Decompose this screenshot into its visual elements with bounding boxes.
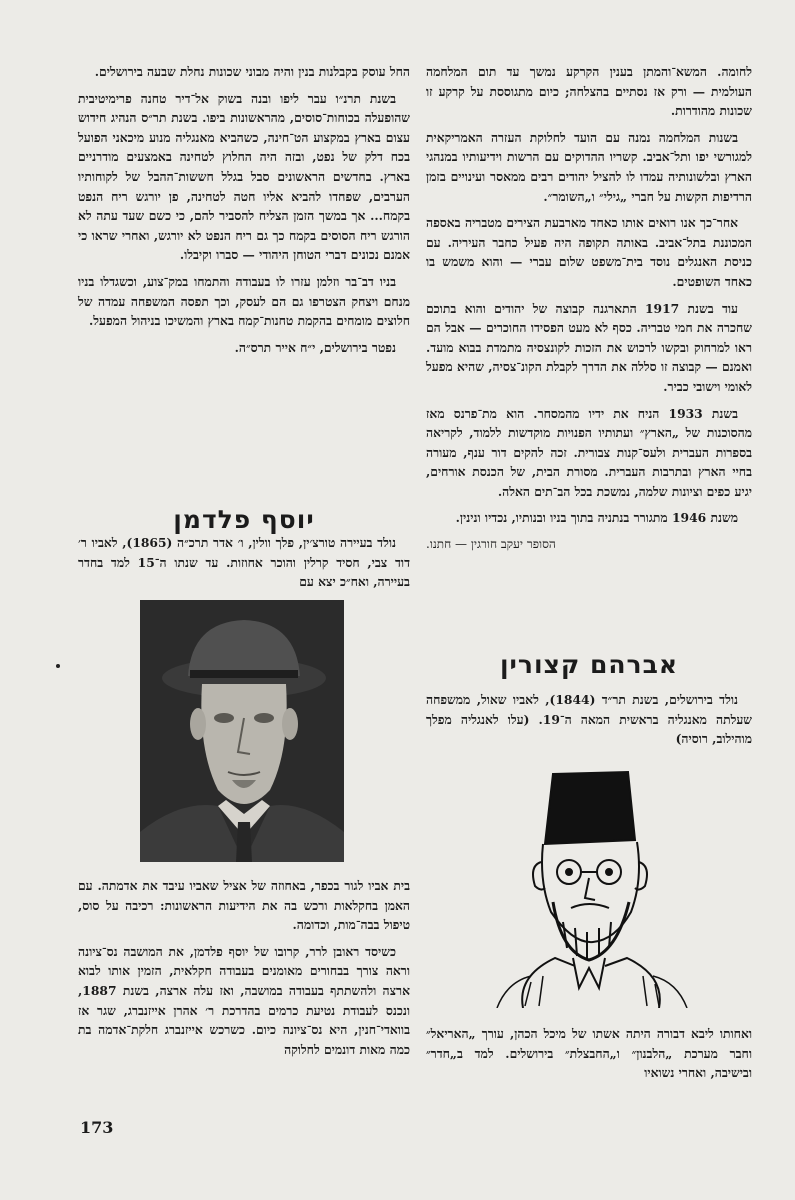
page-number: 173 [80,1118,114,1137]
feldman-intro-block [78,533,410,599]
feldman-portrait-photo [140,600,344,862]
paragraph: אחר־כך אנו רואים אותו כאחד מארבעת הצירים מטבריה באספה המכוננת בתל־אביב. באותה תקופה היה פעיל כחבר העיריה. עם כניסת האנגלים נוסד בית־משפט שלום עברי — והוא משמש בו כאחד השופטים. [426,215,752,289]
paragraph: בשנות המלחמה נמנה עם הועד לחלוקת העזרה האמריקאית למגורשי יפו ותל־אביב. קשריו ההדוקים עם הרשות וידיעותיו במנהגי הארץ ובלשונותיה עמדו לו להציל יהודים רבים ממאסר ועינויים בזמן הרדיפות הקשות על חברי „גילי״ ו„השומר״. [426,129,752,204]
katzorin-intro: נולד בירושלים, בשנת תר״ד (1844), לאביו שאול, ממשפחה שעלתה מאנגליה בראשית המאה ה־19. (עלו לאנגליה מפלך מוהילוב, רוסיה) [426,692,753,747]
paragraph: לחומה. המשא־והמתן בענין הקרקע נמשך עד תום המלחמה העולמית — ורק אז נסתיים בהצלחה; כיום מתגוססת על קרקע זו שכונות מהודרות. [426,64,752,119]
paragraph: משנת 1946 מתגורר בנתניה בתוך בניו ובנותיו, נכדיו ונינין. [455,510,738,526]
katzorin-heading: אברהם קצורין [499,650,679,679]
paragraph: נפטר בירושלים, י״ח אייר תרס״ה. [234,339,396,355]
paragraph: כשיסד ראובן לרר, קרובו של יוסף פלדמן, את המושבה נס־ציונה וראה צורך בבחורים מאומנים בעבודה חקלאית, הזמין אותו לבוא ארצה ולהשתתף בעבודה במושבה, ואז עלה ארצה, בשנת 1887, ונכנס לעבודת נטיעת כרמים בהדרכת ר׳ אהרן אייזנברג, שגר אז בוואדי־חנין, היא נס־ציונה כיום. כשרכש אייזנברג חלקת־אדמה בת כמה מאות דונמים לחלוקה [78,943,410,1057]
left-column [78,62,410,364]
paragraph: בשנת תרנ״ו עבר ליפו ובנה בשוק אל־דיר טחנה פרימיטיבית שהופעלה בכוחות־סוסים, מהראשונות ביפו. בשנת תר״ס הנהיג חידוש עצום בארץ במקצוע הט־חינה, כשהביא מאנגליה מנוע מיכאני הפועל בכח דלק של נפט, ובזה היה החלוץ לטחינה באמצעים מודרניים בארץ. בחדשים הראשונים סבל בגלל חששות־ההבל של לקוחותיו הערבים, שפחדו להביא אליו חטה לטחינה, פן יורגש ריח הנפט בקמח... אך במשך הזמן הצליח להסביר להם, כי כשם שעד עתה לא הורגש ריח הסוסים בקמח כך גם ריח הנפט לא יורגש, ואחרי שראו כי אמנם נכונים דברי הטוחן היהודי — סברו וקיבלו. [78,90,410,263]
paragraph: עוד בשנת 1917 התארגנה קבוצה של יהודים והוא בתוכם שחכרה את חמי טבריה. כסף לא מעט הפסידו החוכרים — אבל הם ראו למרחוק ובקשו לרכוש את הזכות לקונצסיה מתמדת בבוא מועד. ואמנם — קבוצה זו סללה את הדרך לקבלת הקונ־צסיה, שהיא מפעל לאומי וישובי כביר. [426,300,752,394]
katzorin-continuation-block [426,1024,752,1090]
paragraph: בניו דב־בר וזלמן עזרו לו בעבודה והתמחו במק־צוע, וכשגדלו בניו מנחם ויצחק הצטרפו גם הם לעסק, וכך תפסה המשפחה עמדה של חלוצים מומחים בהקמת טחנות־קמח בארץ והמשיכו בניהול המפעל. [78,273,410,329]
signature: הסופר יעקב חורגין — חתנו. [426,537,556,552]
katzorin-intro-block [426,690,752,756]
paragraph: החל עוסק בקבלנות בנין והיה מבוני שכונות נחלת שבעה בירושלים. [94,64,410,79]
feldman-continuation [78,876,410,1066]
feldman-heading: יוסף פלדמן [173,505,315,534]
print-speck [56,664,60,668]
katzorin-continuation: ואחותו ליבא דבורה היתה אשתו של מיכל הכהן, עורך „האריאל״ וחבר מערכת „הלבנון״ ו„החבצלת״ בירושלים. למד ב„חדר״ ובישיבה, ואחרי נשואיו [426,1026,752,1081]
katzorin-portrait-drawing [483,762,701,1008]
paragraph: בשנת 1933 הניח את ידיו מהמסחר. הוא מת־פרנס מאז מהסוכנות של „הארץ״ ועתותיו הפנויות מוקדשות ללמוד, לקריאה בספרות העברית ולעס־קנות צבורית. זכה להקים דור ענף, מעורה בחיי הארץ ובתרבות העברית. מסורת הבית, של הכנסת אורחים, יגיע כפים וציונות שלמה, נמשכת בכל הב־תים האלה. [426,405,752,499]
feldman-intro: נולד בעיירה טורצ׳ין, פלך וולין, ו׳ אדר תרכ״ה (1865), לאביו ר׳ דוד צבי, חסיד קרלין והוכר אחוזות. עד שנתו ה־15 למד בחדר בעיירה, ואח״כ יצא עם [78,535,410,590]
paragraph: בית אביו לגור בכפר, באחוזה של אציל שאביו עיבד את אדמתה. עם האמן בחקלאות ורכש בה את הידיעות הראשונות: רכיבה על סוס, טיפול בבה־מות, וכדומה. [78,878,410,933]
right-column [426,62,752,562]
